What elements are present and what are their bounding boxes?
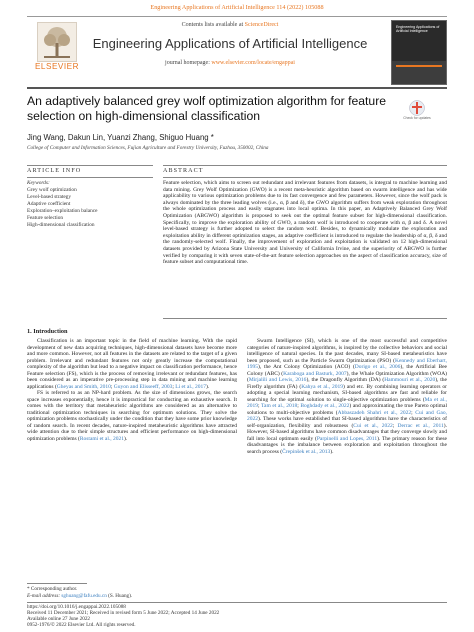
affiliation: College of Computer and Information Sciences, Fujian Agriculture and Forestry University, Fuzhou, 350002, China [27,145,269,151]
intro-paragraph-3: Swarm Intelligence (SI), which is one of the most successful and competitive categories of nature-inspired algorithms, is inspired by the collective behaviors and social intelligence of natural species. In the past decades, many SI-based metaheuristics have been proposed, such as the Particle Swarm Optimization (PSO) (Kennedy and Eberhart, 1995), the Ant Colony Optimization (ACO) (Dorigo et al., 2006), the Artificial Bee Colony (ABC) (Karaboga and Basturk, 2007), the Whale Optimization Algorithm (WOA) (Mirjalili and Lewis, 2016), the Dragonfly Algorithm (DA) (Hammouri et al., 2020), the Firefly algorithm (FA) (Kahya et al., 2019) and etc. By combining learning operators or adopting a special learning mechanism, SI-based algorithms are fast and reliable for searching for the optimal solution to single-objective optimization problems (Ma et al., 2019; Tam et al., 2018; Boghdady et al., 2022) and approximating the true Pareto optimal solutions to multi-objective problems (Abbaszadeh Shahri et al., 2022; Cui and Gao, 2022). These works have established that SI-based algorithms have the characteristics of self-organization, flexibility and robustness (Cui et al., 2022; Derrac et al., 2011). However, SI-based algorithms have common disadvantages that they converge slowly and fall into local optimum easily (Parpinelli and Lopes, 2011). The primary reason for these disadvantages is the imbalance between exploration and exploitation throughout the search process (Črepinšek et al., 2013). [247,338,448,455]
citation-link[interactable]: Tam et al., 2018 [261,403,298,409]
intro-left-column [27,338,237,442]
author-list: Jing Wang, Dakun Lin, Yuanzi Zhang, Shiguo Huang * [27,133,214,142]
abstract-bottom-rule [163,318,447,319]
journal-cover-thumbnail [391,20,447,85]
cover-graphic-icon [392,61,446,84]
publisher-name: ELSEVIER [34,62,80,71]
citation-link[interactable]: Cui and Gao, 2022 [247,409,447,422]
footnote-rule-2 [27,602,447,603]
journal-homepage [90,60,370,66]
received-dates: Received 11 December 2021; Received in revised form 5 June 2022; Accepted 14 June 2022 [27,610,220,616]
cover-title: Engineering Applications of Artificial Intelligence [396,25,440,34]
footnote-email [27,593,327,599]
citation-link[interactable]: Karaboga and Basturk, 2007 [283,370,347,377]
citation-link[interactable]: Ma et al., 2019 [247,396,447,409]
running-head: Engineering Applications of Artificial Intelligence 114 (2022) 105088 [150,4,324,11]
abstract-text: Feature selection, which aims to screen out redundant and irrelevant features from datasets, is integral to machine learning and data mining. Grey Wolf Optimization (GWO) is a recent meta-heuristic algorithm based on swarm intelligence and has wide applicability to various optimization problems due to its fast convergence and few parameters. However, since the wolf pack is always dominated by the three leading wolves (i.e., α, β and δ), the GWO algorithm suffers from weak exploration throughout the whole optimization process and easily stagnates into local optima. In this paper, an Adaptively Balanced Grey Wolf Optimization (ABGWO) algorithm is proposed to seek out the optimal feature subset for high-dimensional classification. Specifically, to improve the exploration ability of GWO, a random wolf is introduced to cooperate with α, β and δ. A novel level-based strategy is further adopted to select the random wolf. Besides, to dynamically modulate the exploration and exploitation ability in different optimization stages, an adaptive coefficient is introduced to regulate the leadership of α, β, δ and the randomly-selected wolf. Finally, the improvement of exploration and exploitation is validated on 12 high-dimensional datasets provided by Arizona State University and University of California Irvine, and the superiority of ABGWO is further verified by comparing it with seven state-of-the-art feature selection approaches on the aspect of classification accuracy, size of feature subset and computational time. [163,180,447,266]
section-heading-introduction: 1. Introduction [27,328,68,335]
doi-link[interactable]: https://doi.org/10.1016/j.engappai.2022.105088 [27,604,126,610]
citation-link[interactable]: Črepinšek et al., 2013 [282,448,331,455]
citation-link[interactable]: Derrac et al., 2011 [397,422,444,429]
citation-link[interactable]: Guyon and Elisseeff, 2003 [113,383,173,390]
elsevier-tree-icon [37,22,77,62]
article-info-rule-2 [27,177,153,178]
citation-link[interactable]: Li et al., 2017 [175,383,206,390]
footnote-corresponding: * Corresponding author. [27,586,78,592]
online-date: Available online 27 June 2022 [27,616,91,622]
keyword: Adaptive coefficient [27,201,71,207]
citation-link[interactable]: Dorigo et al., 2006 [354,364,401,370]
intro-right-column [247,338,447,455]
citation-link[interactable]: Kahya et al., 2019 [301,383,344,390]
keyword: Feature selection [27,215,64,221]
citation-link[interactable]: Cui et al., 2022 [353,422,393,429]
abstract-rule-2 [163,177,447,178]
contents-line [90,22,370,28]
article-info-heading: ARTICLE INFO [27,168,82,174]
publisher-logo [29,20,85,78]
citation-link[interactable]: Hammouri et al., 2020 [384,377,436,383]
keyword: Grey wolf optimization [27,187,77,193]
article-info-rule [27,165,153,166]
citation-link[interactable]: Parpinelli and Lopes, 2011 [316,435,378,442]
contents-prefix: Contents lists available at [181,22,245,28]
intro-paragraph-2: FS is referred to as an NP-hard problem. As the size of dimensions grows, the search space increases exponentially, hence it is impractical for conducting an exhaustive search. It comes with the territory that metaheuristic algorithms are considered as an alternative to traditional optimization techniques in searching for optimum solutions. They solve the optimization problems stochastically under the condition that they have some prior knowledge of random search. In recent decades, nature-inspired metaheuristic algorithms have attracted wide attention due to their simple structures and efficient performance on high-dimensional optimization problems (Rostami et al., 2021). [27,390,237,442]
article-title: An adaptively balanced grey wolf optimization algorithm for feature selection on high-dimensional classification [27,94,387,123]
citation-link[interactable]: Abbaszadeh Shahri et al., 2022 [337,409,412,416]
keywords-heading: Keywords: [27,180,50,186]
citation-link[interactable]: Mirjalili and Lewis, 2016 [248,377,307,383]
sciencedirect-link[interactable]: ScienceDirect [244,22,279,28]
citation-link[interactable]: Boghdady et al., 2022 [300,403,350,409]
footnote-rule [27,583,87,584]
abstract-rule [163,165,447,166]
crossmark-label: Check for updates [403,116,431,120]
abstract-heading: ABSTRACT [163,168,204,174]
keyword: High-dimensional classification [27,222,95,228]
crossmark-icon [409,100,425,116]
email-suffix: (S. Huang). [106,593,133,599]
homepage-link[interactable]: www.elsevier.com/locate/engappai [211,60,295,66]
crossmark-badge[interactable] [403,100,431,130]
email-link[interactable]: sghuang@fafu.edu.cn [61,593,107,599]
homepage-prefix: journal homepage: [165,60,212,66]
email-label: E-mail address: [27,593,62,599]
intro-paragraph-1: Classification is an important topic in the field of machine learning. With the rapid development of new data acquiring techniques, high-dimensional datasets have become more and more common. However, not all features in the datasets are related to the target of a given problem. Irrelevant and redundant features not only greatly increase the computational complexity of the algorithm but lead to a negative impact on classification performance, hence Feature selection (FS), which is the process of removing irrelevant or redundant features, has been considered as an imperative pre-processing step in data mining and machine learning applications (Gheyas and Smith, 2010; Guyon and Elisseeff, 2003; Li et al., 2017). [27,338,237,390]
citation-link[interactable]: Rostami et al., 2021 [79,435,125,442]
journal-title: Engineering Applications of Artificial Intelligence [92,36,368,51]
citation-link[interactable]: Kennedy and Eberhart, 1995 [247,357,447,370]
issn-copyright: 0952-1976/© 2022 Elsevier Ltd. All rights reserved. [27,622,136,628]
keyword: Exploration–exploitation balance [27,208,98,214]
keyword: Level-based strategy [27,194,71,200]
citation-link[interactable]: Gheyas and Smith, 2010 [56,383,111,390]
